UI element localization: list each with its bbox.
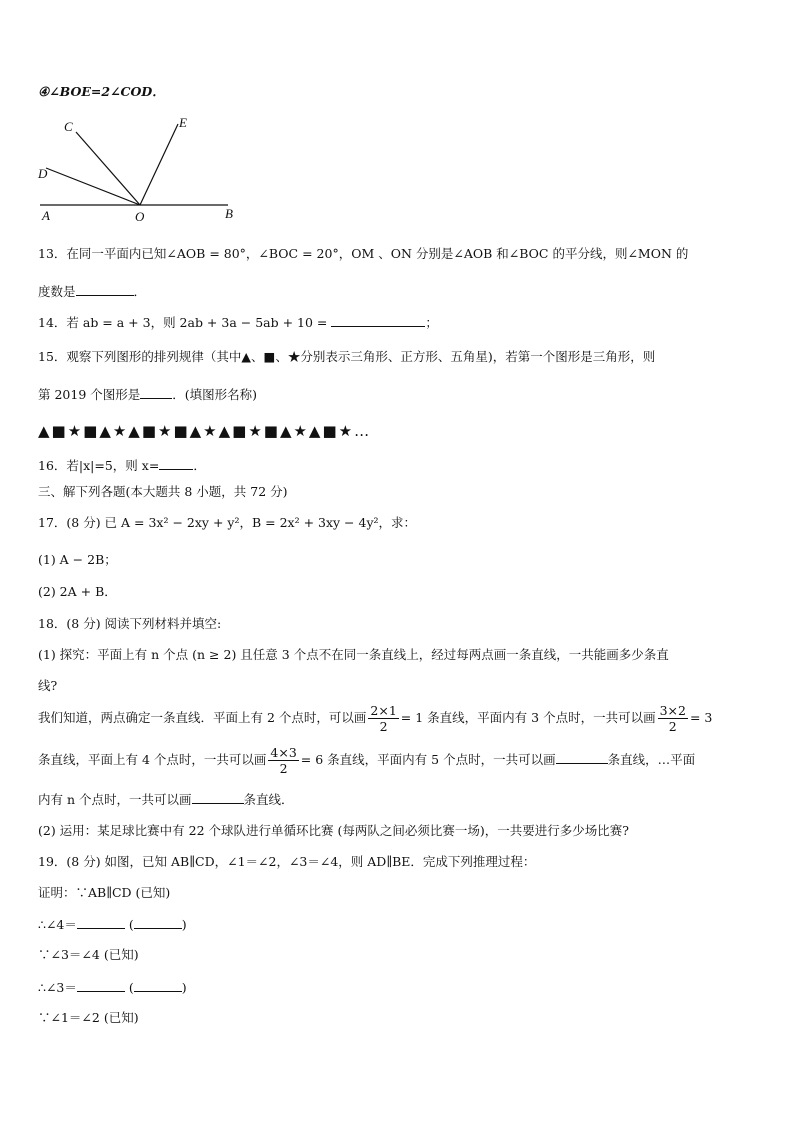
fraction-4x3-over-2 [268,745,298,776]
fraction-denominator: 2 [668,719,677,734]
q15-prefix: 第 2019 个图形是 [38,387,141,402]
label-e: E [179,115,187,130]
q18-part1-line2: 线? [38,678,58,693]
fraction-numerator: 4×3 [270,745,297,760]
q16-suffix: ． [193,458,206,473]
q18-r3-text-b: 条直线． [243,792,294,807]
q19-s4-reason-blank[interactable] [134,979,182,992]
q19-s2-paren-close: ) [181,917,187,932]
q14-answer-blank[interactable] [331,314,425,327]
q18-n-points-blank[interactable] [192,791,244,804]
q18-part1-line1: (1) 探究：平面上有 n 个点 (n ≥ 2) 且任意 3 个点不在同一条直线上，经过每两点画一条直线，一共能画多少条直 [38,647,669,662]
q13-line1: 13．在同一平面内已知∠AOB = 80°，∠BOC = 20°，OM 、ON 分别是∠AOB 和∠BOC 的平分线，则∠MON 的 [38,246,689,261]
q18-r1-text-a: 我们知道，两点确定一条直线．平面上有 2 个点时，可以画 [38,710,367,725]
q18-r2-text-c: 条直线，…平面 [607,752,696,767]
q19-s4-paren-open: ( [124,980,134,995]
q15-line1: 15．观察下列图形的排列规律（其中▲、■、★分别表示三角形、正方形、五角星)，若第一个图形是三角形，则 [38,349,656,364]
q16-text: 16．若|x|=5，则 x= [38,458,160,473]
section-3-heading: 三、解下列各题(本大题共 8 小题，共 72 分) [38,484,288,499]
q18-r2-text-b: = 6 条直线，平面内有 5 个点时，一共可以画 [300,752,556,767]
q18-reasoning-line3 [38,791,294,808]
q15-answer-blank[interactable] [140,386,172,399]
q19-s4-text: ∴∠3＝ [38,980,77,995]
q15-line2 [38,386,257,403]
q19-s2-paren-open: ( [124,917,134,932]
q14-text: 14．若 ab = a + 3，则 2ab + 3a − 5ab + 10 = [38,315,332,330]
q19-step2 [38,916,187,933]
q19-s2-text: ∴∠4＝ [38,917,77,932]
ray-oe [140,124,178,205]
q16 [38,457,206,474]
item-4-statement: ④∠BOE=2∠COD． [38,84,165,99]
label-d: D [38,166,48,181]
q18-part2: (2) 运用：某足球比赛中有 22 个球队进行单循环比赛 (每两队之间必须比赛一场)，一共要进行多少场比赛? [38,823,629,838]
fraction-2x1-over-2 [368,703,398,734]
q13-answer-blank[interactable] [76,283,134,296]
fraction-numerator: 3×2 [659,703,686,718]
q14-suffix: ； [425,315,438,330]
q19-step3: ∵∠3＝∠4 (已知) [38,947,139,962]
q18-r2-text-a: 条直线，平面上有 4 个点时，一共可以画 [38,752,267,767]
label-c: C [64,119,73,134]
q18-r3-text-a: 内有 n 个点时，一共可以画 [38,792,192,807]
q15-shape-sequence: ▲■★■▲★▲■★■▲★▲■★■▲★▲■★… [38,422,372,440]
q18-r1-text-c: = 3 [689,710,713,725]
q13-suffix: ． [133,284,147,299]
q13-prefix: 度数是 [38,284,76,299]
ray-oc [76,132,140,205]
q14 [38,314,438,331]
q19-s2-reason-blank[interactable] [134,916,182,929]
q18-reasoning-line1 [38,703,712,734]
fraction-denominator: 2 [379,719,388,734]
label-a: A [42,208,50,223]
label-o: O [135,209,145,224]
q19-s4-paren-close: ) [181,980,187,995]
fraction-denominator: 2 [279,761,288,776]
fraction-numerator: 2×1 [370,703,397,718]
q18-r1-text-b: = 1 条直线，平面内有 3 个点时，一共可以画 [400,710,656,725]
q19-s4-answer-blank[interactable] [77,979,125,992]
ray-od [46,168,140,205]
q18-five-points-blank[interactable] [556,751,608,764]
q19-stem: 19．(8 分) 如图，已知 AB∥CD，∠1＝∠2，∠3＝∠4，则 AD∥BE．完成下列推理过程： [38,854,536,869]
fraction-3x2-over-2 [658,703,688,734]
q13-line2 [38,283,146,300]
label-b: B [225,206,233,221]
q15-suffix: ．(填图形名称) [172,387,258,402]
q18-reasoning-line2 [38,745,695,776]
q18-stem: 18．(8 分) 阅读下列材料并填空: [38,616,222,631]
q16-answer-blank[interactable] [159,457,193,470]
q19-step1: 证明：∵AB∥CD (已知) [38,885,171,900]
q19-s2-answer-blank[interactable] [77,916,125,929]
q19-step5: ∵∠1＝∠2 (已知) [38,1010,139,1025]
q17-part2: (2) 2A + B． [38,584,117,599]
q17-part1: (1) A − 2B； [38,552,117,567]
q17-stem: 17．(8 分) 已 A = 3x² − 2xy + y²，B = 2x² + 3xy − 4y²，求： [38,515,417,530]
q19-step4 [38,979,187,996]
